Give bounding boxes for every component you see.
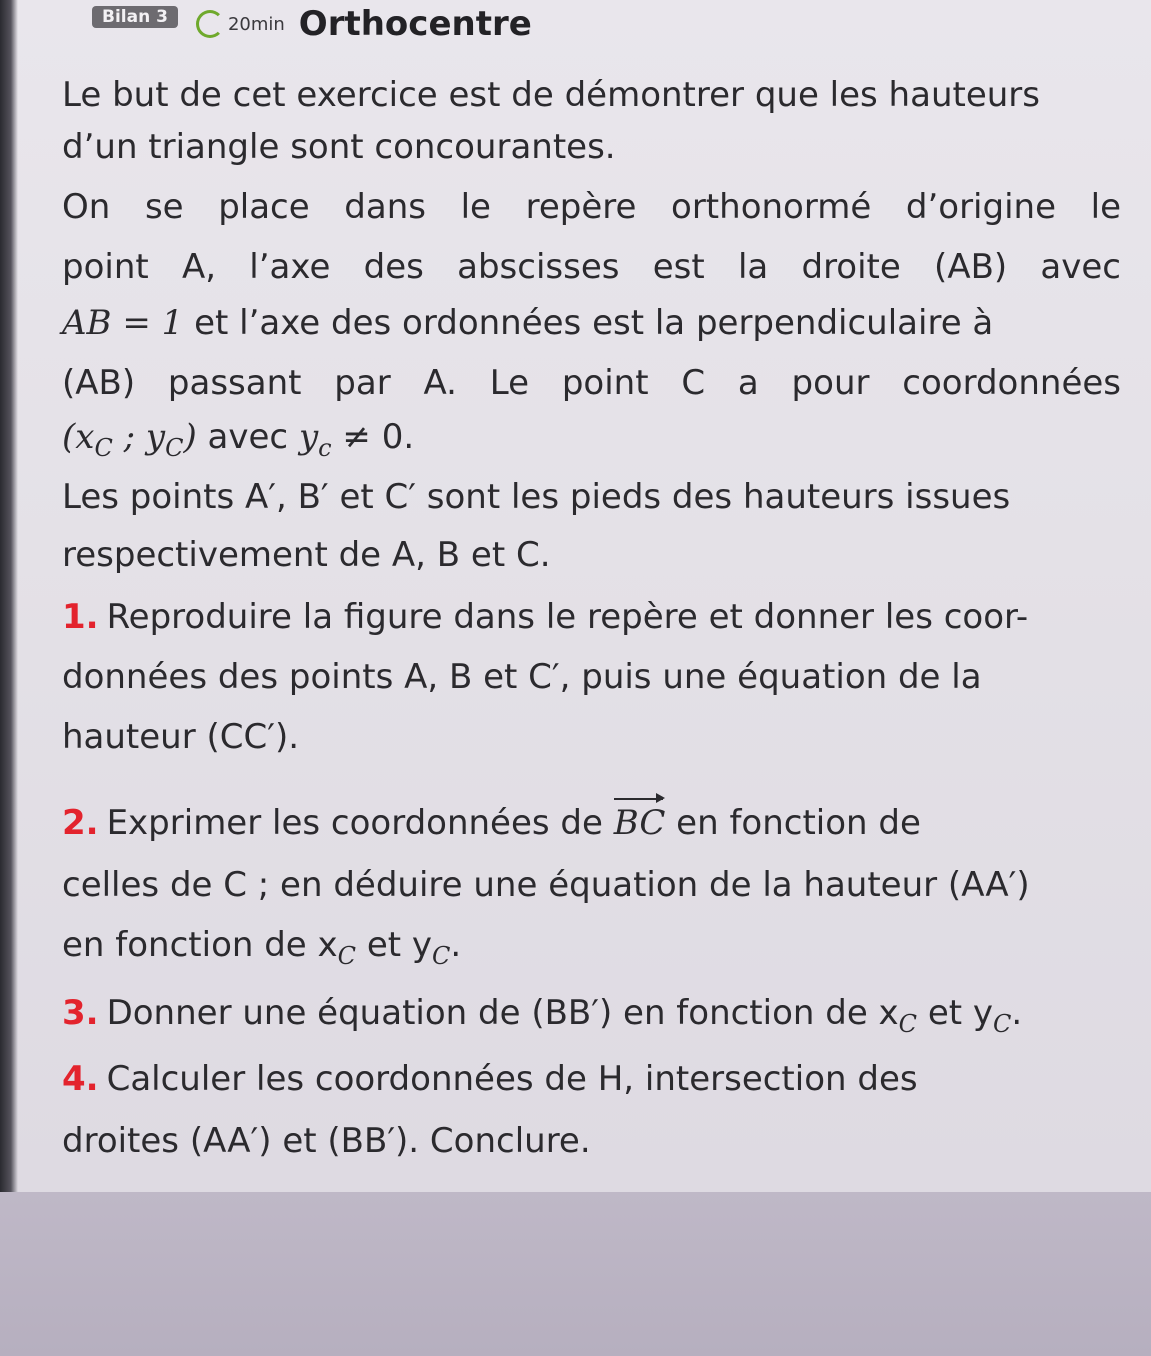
- question-2-line-1: 2. Exprimer les coordonnées de BC en fonction de: [62, 803, 921, 843]
- page-edge-shadow: [0, 0, 18, 1192]
- question-number: 4.: [62, 1059, 99, 1099]
- question-3: 3. Donner une équation de (BB′) en fonction de $x_C$ et $y_C$.: [62, 993, 1023, 1038]
- exercise-title: Orthocentre: [298, 4, 532, 44]
- intro-line-7: ($x_C$ ; $y_C$) avec $y_c \ne 0$.: [62, 417, 415, 462]
- vector-bc: BC: [613, 803, 666, 843]
- intro-line-5: AB = 1 et l’axe des ordonnées est la perpendiculaire à: [62, 303, 994, 343]
- question-1-line-2: données des points A, B et C′, puis une équation de la: [62, 657, 982, 697]
- level-badge: Bilan 3: [92, 6, 178, 28]
- exercise-header: [92, 2, 532, 46]
- intro-line-9: respectivement de A, B et C.: [62, 535, 551, 575]
- intro-line-3: On se place dans le repère orthonormé d’origine le: [62, 187, 1121, 227]
- question-1-line-1: 1. Reproduire la figure dans le repère et donner les coor-: [62, 597, 1029, 637]
- intro-line-1: Le but de cet exercice est de démontrer que les hauteurs: [62, 75, 1040, 115]
- intro-line-6: (AB) passant par A. Le point C a pour coordonnées: [62, 363, 1121, 403]
- question-2-line-2: celles de C ; en déduire une équation de la hauteur (AA′): [62, 865, 1030, 905]
- question-4-line-2: droites (AA′) et (BB′). Conclure.: [62, 1121, 591, 1161]
- intro-line-2: d’un triangle sont concourantes.: [62, 127, 616, 167]
- timer-label: 20min: [227, 13, 285, 35]
- intro-line-4: point A, l’axe des abscisses est la droite (AB) avec: [62, 247, 1121, 287]
- background-surface: [0, 1192, 1151, 1356]
- clock-icon: [196, 10, 224, 38]
- question-number: 3.: [62, 993, 99, 1033]
- question-number: 1.: [62, 597, 99, 637]
- question-2-line-3: en fonction de $x_C$ et $y_C$.: [62, 925, 462, 970]
- question-4-line-1: 4. Calculer les coordonnées de H, intersection des: [62, 1059, 918, 1099]
- timer: [196, 10, 285, 38]
- question-1-line-3: hauteur (CC′).: [62, 717, 300, 757]
- intro-line-8: Les points A′, B′ et C′ sont les pieds des hauteurs issues: [62, 477, 1011, 517]
- question-number: 2.: [62, 803, 99, 843]
- ab-equals-one: AB = 1: [62, 303, 184, 343]
